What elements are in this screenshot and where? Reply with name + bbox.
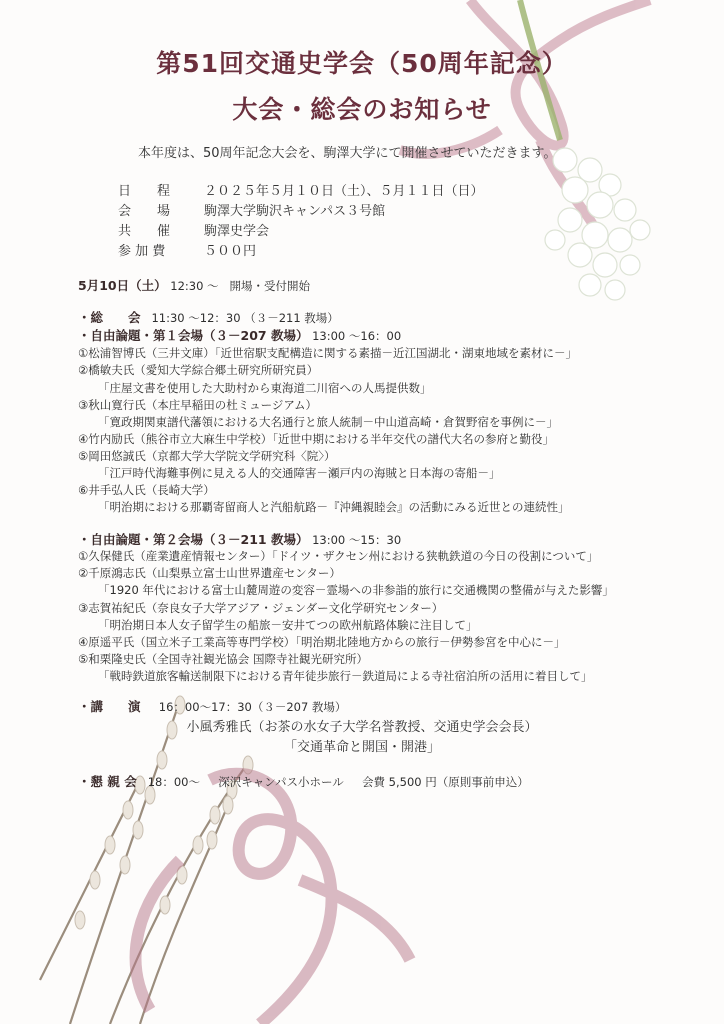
info-label: 参 加 費: [118, 244, 166, 259]
talk-title: 「近世中期における半年交代の譜代大名の参府と勤役」: [272, 432, 555, 446]
day1-time: 12:30 ～: [170, 279, 219, 293]
info-value: 駒澤史学会: [204, 224, 270, 239]
session1-item-6-title: 「明治期における那覇寄留商人と汽船航路－『沖縄親睦会』の活動にみる近世との連続性」: [98, 500, 570, 514]
speaker: ④竹内励氏（熊谷市立大麻生中学校）: [78, 432, 273, 446]
party-time: 18：00～: [147, 775, 200, 789]
day1-line: [78, 276, 310, 294]
hyacinth-flowers: [545, 148, 650, 300]
ribbon-bottom: [136, 774, 410, 1024]
session2-heading-line: [78, 530, 401, 548]
session2-item-3-title: 「明治期日本人女子留学生の船旅－安井てつの欧州航路体験に注目して」: [98, 618, 478, 632]
session2-item-5-speaker: ⑤和栗隆史氏（全国寺社観光協会 国際寺社観光研究所）: [78, 652, 368, 666]
session2-item-2-speaker: ②千原鴻志氏（山梨県立富士山世界遺産センター）: [78, 566, 341, 580]
title-line-2: 大会・総会のお知らせ: [232, 95, 492, 124]
session2-item-5-title: 「戦時鉄道旅客輸送制限下における青年徒歩旅行－鉄道局による寺社宿泊所の活用に着目して」: [98, 669, 593, 683]
speaker: ①久保健氏（産業遺産情報センター）: [78, 549, 272, 563]
session1-item-3-speaker: ③秋山寛行氏（本庄早稲田の杜ミュージアム）: [78, 398, 318, 412]
session1-time: 13:00 ～16：00: [312, 329, 402, 343]
session1-item-3-title: 「寛政期関東譜代藩領における大名通行と旅人統制－中山道高崎・倉賀野宿を事例に－」: [98, 415, 558, 429]
lecture-line: [78, 697, 346, 715]
session1-item-6-speaker: ⑥井手弘人氏（長崎大学）: [78, 483, 215, 497]
session2-heading: ・自由論題・第２会場（３－211 教場）: [78, 532, 309, 547]
session2-item-3-speaker: ③志賀祐紀氏（奈良女子大学アジア・ジェンダー文化学研究センター）: [78, 601, 444, 615]
party-place: 深沢キャンパス小ホール: [218, 775, 344, 789]
lecture-speaker: 小風秀雅氏（お茶の水女子大学名誉教授、交通史学会会長）: [186, 720, 538, 735]
party-label: ・懇 親 会: [78, 774, 137, 789]
info-value: ２０２５年５月１０日（土）、５月１１日（日）: [204, 184, 484, 199]
session1-heading-line: [78, 326, 401, 344]
general-meeting-label: ・総 会: [78, 310, 141, 325]
party-fee: 会費 5,500 円（原則事前申込）: [362, 775, 529, 789]
general-meeting-time: 11:30 ～12：30 （３－211 教場）: [151, 311, 339, 325]
info-value: 駒澤大学駒沢キャンパス３号館: [204, 204, 386, 219]
info-row-cohost: [118, 220, 269, 239]
info-label: 日 程: [118, 184, 171, 199]
speaker: ①松浦智博氏（三井文庫）: [78, 346, 215, 360]
lecture-title: 「交通革命と開国・開港」: [283, 740, 440, 755]
title-line-1: 第51回交通史学会（50周年記念）: [156, 49, 568, 78]
talk-title: 「近世宿駅支配構造に関する素描－近江国湖北・湖東地域を素材に－」: [214, 346, 578, 360]
session1-item-2-title: 「庄屋文書を使用した大助村から東海道二川宿への人馬提供数」: [98, 381, 432, 395]
session2-item-2-title: 「1920 年代における富士山麓周遊の変容－霊場への非参詣的旅行に交通機関の整備が与えた影響」: [98, 583, 614, 597]
lecture-label: ・講 演: [78, 699, 141, 714]
session1-item-2-speaker: ②橋敏夫氏（愛知大学綜合郷土研究所研究員）: [78, 363, 319, 377]
info-value: ５００円: [204, 244, 257, 259]
talk-title: 「ドイツ・ザクセン州における狭軌鉄道の今日の役割について」: [271, 549, 599, 563]
info-row-fee: [118, 240, 256, 259]
session2-time: 13:00 ～15：30: [312, 533, 402, 547]
talk-title: 「明治期北陸地方からの旅行－伊勢参宮を中心に－」: [295, 635, 566, 649]
session1-heading: ・自由論題・第１会場（３－207 教場）: [78, 328, 309, 343]
lecture-time: 16：00～17：30（３－207 教場）: [158, 700, 347, 714]
session1-item-5-title: 「江戸時代海難事例に見える人的交通障害－瀬戸内の海賊と日本海の寄船－」: [98, 466, 501, 480]
session1-item-4: [78, 431, 554, 447]
party-line: [78, 772, 529, 790]
intro-text: 本年度は、50周年記念大会を、駒澤大学にて開催させていただきます。: [138, 146, 557, 161]
info-row-date: [118, 180, 484, 199]
session2-item-1: [78, 548, 598, 564]
info-label: 共 催: [118, 224, 171, 239]
info-label: 会 場: [118, 204, 171, 219]
speaker: ④原遥平氏（国立米子工業高等専門学校）: [78, 635, 296, 649]
info-row-venue: [118, 200, 385, 219]
general-meeting-line: [78, 308, 339, 326]
session2-item-4: [78, 634, 566, 650]
day1-text: 開場・受付開始: [229, 279, 311, 293]
day1-date: 5月10日（土）: [78, 278, 167, 293]
session1-item-1: [78, 345, 577, 361]
session1-item-5-speaker: ⑤岡田悠誠氏（京都大学大学院文学研究科〈院〉）: [78, 449, 336, 463]
